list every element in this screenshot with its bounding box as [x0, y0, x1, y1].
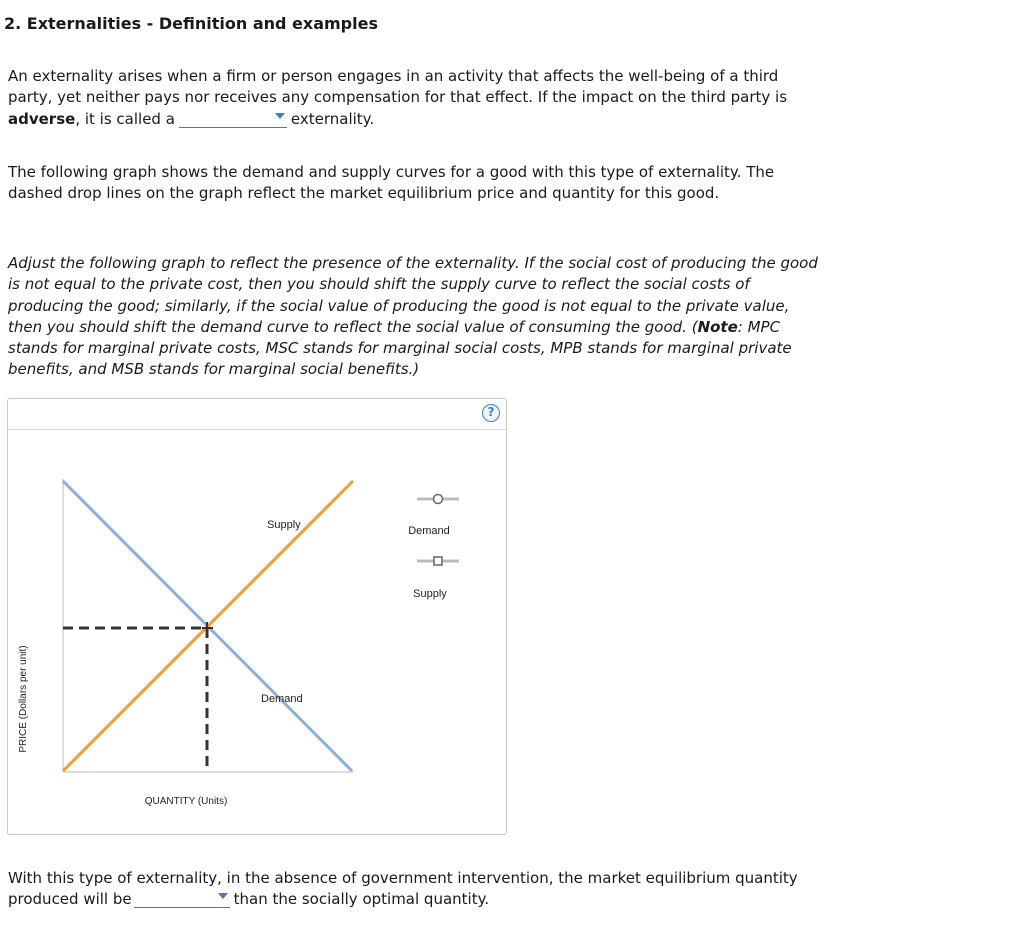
instructions-text: Adjust the following graph to reflect the presence of the externality. If the social cost of producing the good is not equal to the private cost, then you should shift the supply curve to reflect the social costs of producing the good; similarly, if the social value of producing the good is not equal to the private value, then you should shift the demand curve to reflect the social value of consuming the good. (	[8, 254, 818, 336]
demand-tool-circle-icon	[434, 495, 443, 504]
quantity-comparison-dropdown[interactable]	[134, 889, 230, 908]
graph-description-paragraph: The following graph shows the demand and supply curves for a good with this type of externality. The dashed drop lines on the graph reflect the market equilibrium price and quantity for this good.	[8, 163, 775, 203]
definition-text-end: externality.	[290, 109, 375, 128]
externality-type-dropdown[interactable]	[179, 109, 287, 128]
definition-text: An externality arises when a firm or person engages in an activity that affects the well-being of a third party, yet neither pays nor receives any compensation for that effect. If the impact on the third party is	[8, 67, 788, 107]
demand-curve-label: Demand	[261, 693, 303, 705]
supply-demand-graph	[8, 399, 508, 836]
demand-tool[interactable]	[408, 495, 459, 538]
instructions-paragraph	[8, 253, 828, 381]
note-label: Note	[697, 317, 738, 336]
definition-text-mid: , it is called a	[75, 109, 175, 128]
y-axis-label: PRICE (Dollars per unit)	[18, 645, 29, 753]
question-title: 2. Externalities - Definition and examples	[4, 14, 378, 33]
supply-tool-square-icon	[434, 557, 442, 565]
supply-curve-label: Supply	[267, 519, 301, 531]
chevron-down-icon	[275, 113, 285, 119]
adverse-bold-text: adverse	[8, 109, 76, 128]
equilibrium-question-end: than the socially optimal quantity.	[233, 890, 490, 909]
supply-tool[interactable]	[413, 557, 459, 600]
legend-demand-label: Demand	[408, 525, 450, 537]
note-text: : MPC stands for marginal private costs, MSC stands for marginal social costs, MPB stands for marginal private benefits, and MSB stands for marginal social benefits.)	[8, 317, 792, 379]
definition-paragraph	[8, 66, 808, 130]
x-axis-label: QUANTITY (Units)	[144, 796, 228, 807]
equilibrium-question-paragraph	[8, 868, 828, 911]
graph-panel	[7, 398, 507, 835]
equilibrium-question-text: With this type of externality, in the absence of government intervention, the market equilibrium quantity produced will be	[8, 869, 798, 909]
chevron-down-icon	[218, 893, 228, 899]
legend-supply-label: Supply	[413, 588, 447, 600]
help-icon[interactable]: ?	[482, 404, 500, 422]
